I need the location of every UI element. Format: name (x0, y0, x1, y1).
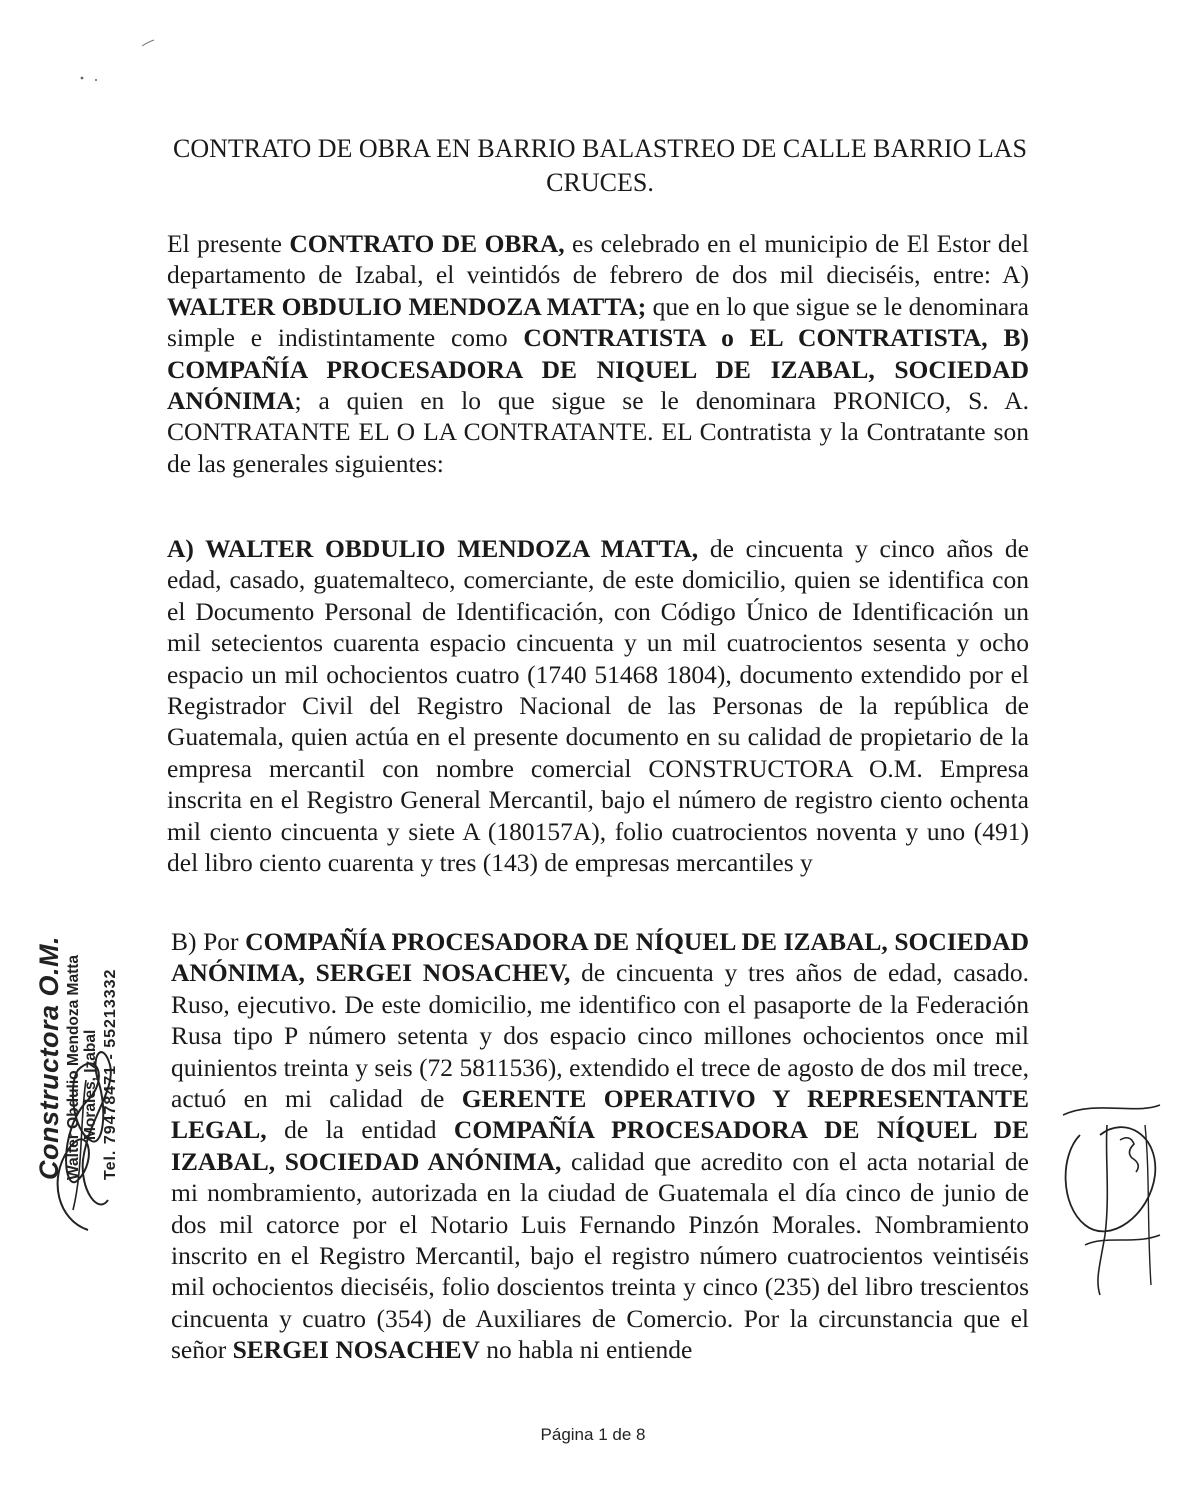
party-text-5: no habla ni entiende (479, 1335, 693, 1365)
contractor-paragraph (167, 533, 1029, 878)
contractor-text-1: de cincuenta y cinco años de edad, casado, guatemalteco, comerciante, de este domicilio, quien se identifica con el Documento Personal de Identificación, con Código Único de Identificación un mil setecientos cuarenta espacio cincuenta y un mil cuatrocientos sesenta y ocho espacio un mil ochocientos cuatro (1740 51468 1804), documento extendido por el Registrador Civil del Registro Nacional de las Personas de la república de Guatemala, quien actúa en el presente documento en su calidad de propietario de la empresa mercantil con nombre comercial CONSTRUCTORA O.M. Empresa inscrita en el Registro General Mercantil, bajo el número de registro ciento ochenta mil ciento cincuenta y siete A (180157A), folio cuatrocientos noventa y uno (491) del libro ciento cuarenta y tres (143) de empresas mercantiles y (167, 534, 1029, 878)
party-text-2: de cincuenta y tres años de edad, casado. Ruso, ejecutivo. De este domicilio, me identifico con el pasaporte de la Federación Rusa tipo P número setenta y dos espacio cinco millones ochocientos once mil quinientos treinta y seis (72 5811536), extendido el trece de agosto de dos mil trece, actuó en mi calidad de (171, 958, 1030, 1114)
intro-text-2: es celebrado en el municipio de El Estor del departamento de Izabal, el veintidós de febrero de dos mil dieciséis, entre: A) (167, 229, 1029, 290)
stamp-company-name: Constructora O.M. (34, 935, 64, 1180)
scan-specks (70, 36, 170, 86)
intro-bold-1: CONTRATO DE OBRA, (289, 229, 565, 258)
stamp-location: Morales, Izabal (82, 1029, 99, 1140)
party-bold-1: COMPAÑÍA PROCESADORA DE NÍQUEL DE IZABAL, SOCIEDAD ANÓNIMA, SERGEI NOSACHEV, (171, 927, 1029, 988)
contracting-party-paragraph (171, 926, 1029, 1366)
intro-paragraph (167, 228, 1029, 479)
party-text-4: calidad que acredito con el acta notarial de mi nombramiento, autorizada en la ciudad de Guatemala el día cinco de junio de dos mil catorce por el Notario Luis Fernando Pinzón Morales. Nombramiento inscrito en el Registro Mercantil, bajo el registro número cuatrocientos veintiséis mil ochocientos dieciséis, folio doscientos treinta y cinco (235) del libro trescientos cincuenta y cuatro (354) de Auxiliares de Comercio. Por la circunstancia que el señor (171, 1146, 1029, 1365)
intro-text-3: que en lo que sigue se le denominara simple e indistintamente como (167, 291, 1029, 353)
party-bold-2: GERENTE OPERATIVO Y REPRESENTANTE LEGAL, (171, 1084, 1029, 1145)
intro-bold-3: CONTRATISTA o EL CONTRATISTA, B) COMPAÑÍA PROCESADORA DE NIQUEL DE IZABAL, SOCIEDAD ANÓNIMA (167, 323, 1029, 416)
intro-bold-2: WALTER OBDULIO MENDOZA MATTA; (167, 291, 647, 321)
party-text-1: B) Por (171, 927, 246, 956)
contractor-bold-1: A) WALTER OBDULIO MENDOZA MATTA, (167, 534, 699, 563)
stamp-phones: Tel. 79478471 - 55213332 (102, 968, 119, 1180)
right-signature (1055, 1095, 1175, 1305)
contract-title: CONTRATO DE OBRA EN BARRIO BALASTREO DE CALLE BARRIO LAS CRUCES. (173, 134, 1027, 197)
left-signature (28, 1010, 138, 1240)
party-bold-3: COMPAÑÍA PROCESADORA DE NÍQUEL DE IZABAL, SOCIEDAD ANÓNIMA, (171, 1115, 1029, 1176)
page-number: Página 1 de 8 (540, 1425, 646, 1444)
party-bold-4: SERGEI NOSACHEV (232, 1335, 480, 1365)
intro-text-1: El presente (167, 229, 290, 258)
party-text-3: de la entidad (266, 1115, 454, 1145)
stamp-owner-name: Walter Obdulio Mendoza Matta (65, 954, 82, 1180)
intro-text-4: ; a quien en lo que sigue se le denominara PRONICO, S. A. CONTRATANTE EL O LA CONTRATANTE. EL Contratista y la Contratante son de las generales siguientes: (167, 386, 1029, 478)
